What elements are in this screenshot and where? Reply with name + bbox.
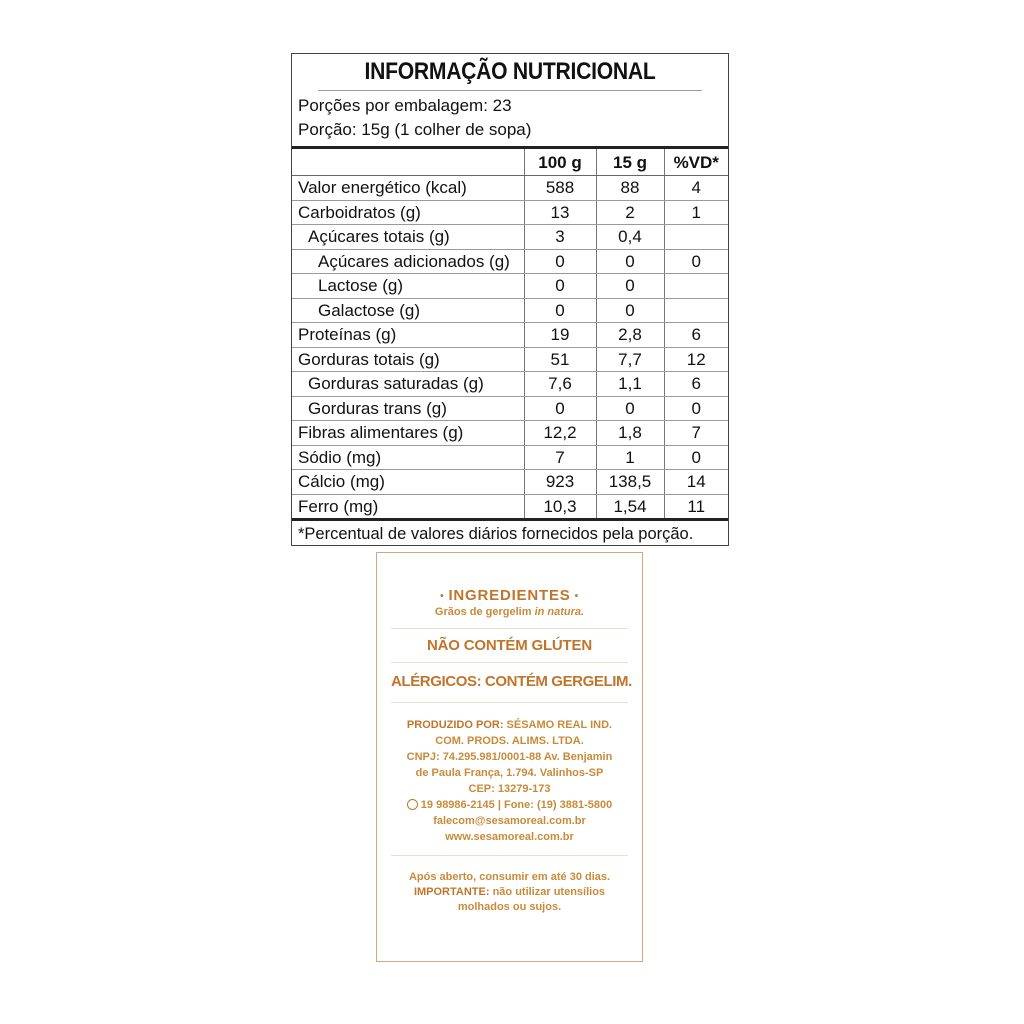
ingredients-section xyxy=(391,553,628,629)
table-row xyxy=(292,396,728,421)
value-per-serving: 0,4 xyxy=(596,225,664,250)
nutrient-label: Gorduras trans (g) xyxy=(292,396,524,421)
table-row xyxy=(292,470,728,495)
nutrient-label: Gorduras saturadas (g) xyxy=(292,372,524,397)
value-daily: 12 xyxy=(664,347,728,372)
important-text: não utilizar utensílios xyxy=(492,886,606,898)
table-row xyxy=(292,445,728,470)
value-per-serving: 1,8 xyxy=(596,421,664,446)
table-row xyxy=(292,274,728,299)
whatsapp-icon xyxy=(407,799,418,810)
email-text: falecom@sesamoreal.com.br xyxy=(433,815,586,827)
important-text-continued: molhados ou sujos. xyxy=(457,901,562,913)
nutrient-label: Açúcares totais (g) xyxy=(292,225,524,250)
value-per-100g: 0 xyxy=(524,396,596,421)
nutrition-facts-panel xyxy=(291,53,729,546)
value-per-serving: 1 xyxy=(596,445,664,470)
allergen-warning: ALÉRGICOS: CONTÉM GERGELIM. xyxy=(391,663,628,703)
value-daily xyxy=(664,298,728,323)
value-daily: 7 xyxy=(664,421,728,446)
table-row xyxy=(292,323,728,348)
table-row xyxy=(292,347,728,372)
bullet-right: • xyxy=(574,590,579,602)
producer-line: CEP: 13279-173 xyxy=(468,783,551,795)
value-per-serving: 2 xyxy=(596,200,664,225)
value-per-serving: 88 xyxy=(596,176,664,201)
value-per-serving: 0 xyxy=(596,274,664,299)
value-daily xyxy=(664,225,728,250)
value-daily: 6 xyxy=(664,323,728,348)
nutrient-label: Ferro (mg) xyxy=(292,494,524,520)
value-daily: 4 xyxy=(664,176,728,201)
value-per-100g: 51 xyxy=(524,347,596,372)
ingredients-heading xyxy=(391,553,628,604)
nutrient-label: Galactose (g) xyxy=(292,298,524,323)
table-row xyxy=(292,298,728,323)
nutrient-label: Valor energético (kcal) xyxy=(292,176,524,201)
producer-line: de Paula França, 1.794. Valinhos-SP xyxy=(415,767,604,779)
value-per-serving: 7,7 xyxy=(596,347,664,372)
nutrient-label: Proteínas (g) xyxy=(292,323,524,348)
producer-info xyxy=(391,703,628,856)
table-row xyxy=(292,372,728,397)
table-row xyxy=(292,421,728,446)
value-per-serving: 2,8 xyxy=(596,323,664,348)
ingredients-text xyxy=(391,604,628,628)
ingredients-plain: Grãos de gergelim xyxy=(434,606,532,618)
ingredients-panel xyxy=(376,552,643,962)
value-daily: 0 xyxy=(664,396,728,421)
table-row xyxy=(292,494,728,520)
nutrient-label: Sódio (mg) xyxy=(292,445,524,470)
header-per-serving: 15 g xyxy=(596,149,664,176)
value-daily: 14 xyxy=(664,470,728,495)
nutrition-title: INFORMAÇÃO NUTRICIONAL xyxy=(318,54,702,91)
servings-info xyxy=(292,91,728,149)
value-per-100g: 12,2 xyxy=(524,421,596,446)
ingredients-title: INGREDIENTES xyxy=(448,587,571,604)
value-daily: 0 xyxy=(664,445,728,470)
producer-line: CNPJ: 74.295.981/0001-88 Av. Benjamin xyxy=(406,751,613,763)
nutrient-label: Cálcio (mg) xyxy=(292,470,524,495)
value-per-100g: 0 xyxy=(524,298,596,323)
value-per-100g: 588 xyxy=(524,176,596,201)
daily-value-footnote: *Percentual de valores diários fornecidos pela porção. xyxy=(298,525,694,543)
header-nutrient xyxy=(292,149,524,176)
value-per-100g: 7,6 xyxy=(524,372,596,397)
value-per-100g: 3 xyxy=(524,225,596,250)
nutrient-label: Lactose (g) xyxy=(292,274,524,299)
value-daily: 11 xyxy=(664,494,728,520)
value-per-100g: 7 xyxy=(524,445,596,470)
value-per-serving: 1,54 xyxy=(596,494,664,520)
value-per-serving: 138,5 xyxy=(596,470,664,495)
nutrient-label: Fibras alimentares (g) xyxy=(292,421,524,446)
header-per-100g: 100 g xyxy=(524,149,596,176)
value-daily: 6 xyxy=(664,372,728,397)
value-per-100g: 13 xyxy=(524,200,596,225)
value-per-100g: 0 xyxy=(524,274,596,299)
servings-per-package: Porções por embalagem: 23 xyxy=(298,96,512,115)
nutrient-label: Gorduras totais (g) xyxy=(292,347,524,372)
value-per-serving: 1,1 xyxy=(596,372,664,397)
important-label: IMPORTANTE: xyxy=(413,886,490,898)
ingredients-italic: in natura. xyxy=(534,606,585,618)
table-row xyxy=(292,225,728,250)
value-per-serving: 0 xyxy=(596,396,664,421)
bullet-left: • xyxy=(440,590,445,602)
value-per-100g: 10,3 xyxy=(524,494,596,520)
after-open-text: Após aberto, consumir em até 30 dias. xyxy=(408,871,611,883)
table-row xyxy=(292,249,728,274)
table-row xyxy=(292,200,728,225)
value-per-100g: 0 xyxy=(524,249,596,274)
producer-line: SÉSAMO REAL IND. xyxy=(506,719,613,731)
nutrient-label: Carboidratos (g) xyxy=(292,200,524,225)
value-daily: 1 xyxy=(664,200,728,225)
serving-size: Porção: 15g (1 colher de sopa) xyxy=(298,120,532,139)
nutrition-table xyxy=(292,149,728,521)
value-per-100g: 19 xyxy=(524,323,596,348)
table-row xyxy=(292,176,728,201)
table-header-row xyxy=(292,149,728,176)
website-text: www.sesamoreal.com.br xyxy=(445,831,574,843)
phone-line: 19 98986-2145 | Fone: (19) 3881-5800 xyxy=(420,799,613,811)
header-daily-value: %VD* xyxy=(664,149,728,176)
storage-info xyxy=(391,856,628,929)
producer-line: COM. PRODS. ALIMS. LTDA. xyxy=(435,735,584,747)
value-daily xyxy=(664,274,728,299)
value-per-serving: 0 xyxy=(596,298,664,323)
value-daily: 0 xyxy=(664,249,728,274)
value-per-serving: 0 xyxy=(596,249,664,274)
gluten-warning: NÃO CONTÉM GLÚTEN xyxy=(391,629,628,663)
nutrient-label: Açúcares adicionados (g) xyxy=(292,249,524,274)
value-per-100g: 923 xyxy=(524,470,596,495)
producer-label: PRODUZIDO POR: xyxy=(406,719,504,731)
